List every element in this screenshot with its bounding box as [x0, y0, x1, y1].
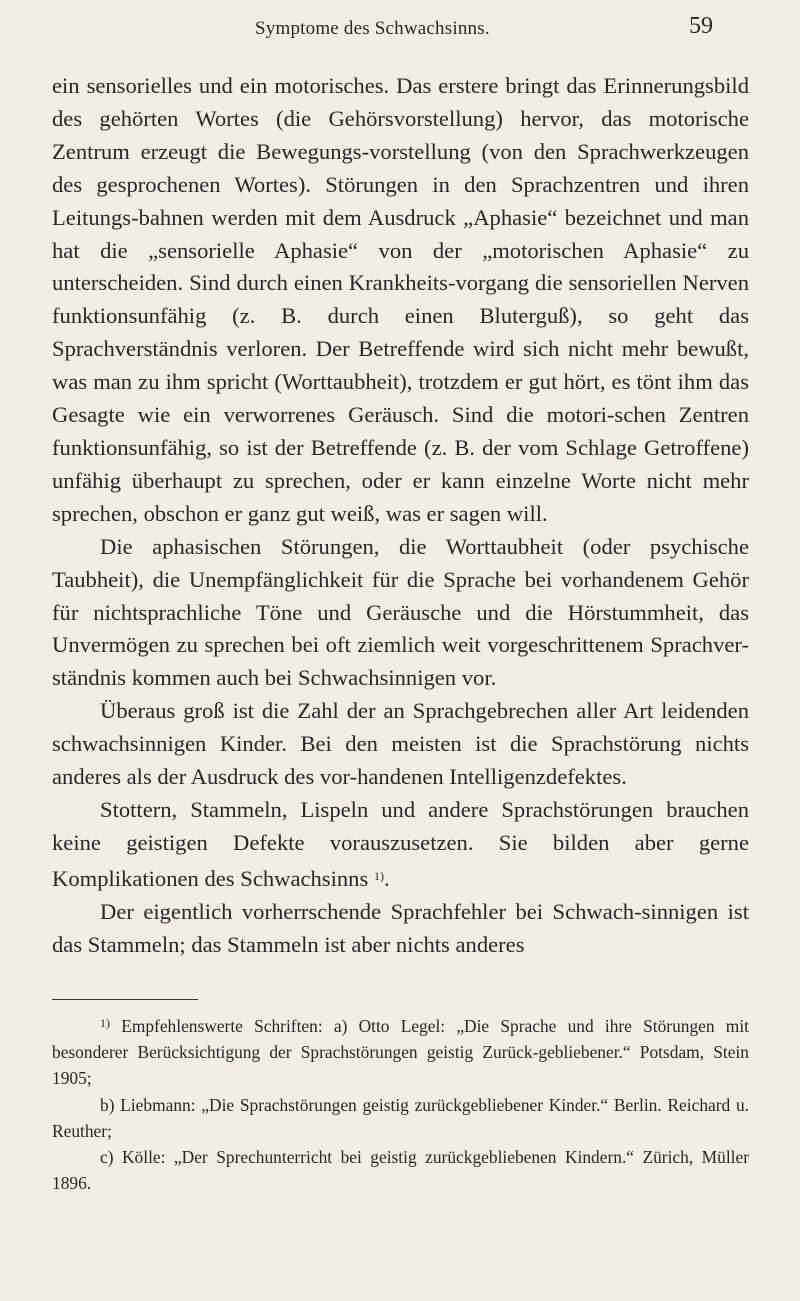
footnote-a — [52, 1010, 749, 1092]
footnote-c: c) Kölle: „Der Sprechunterricht bei geistig zurückgebliebenen Kindern.“ Zürich, Müller 1896. — [52, 1147, 749, 1194]
footnotes — [52, 1010, 749, 1196]
footnote-b: b) Liebmann: „Die Sprachstörungen geistig zurückgebliebener Kinder.“ Berlin. Reichard u. Reuther; — [52, 1094, 749, 1141]
paragraph-5: Der eigentlich vorherrschende Sprachfehler bei Schwach-sinnigen ist das Stammeln; das Stammeln ist aber nichts anderes — [52, 898, 749, 957]
footnote-reference: 1) — [373, 868, 384, 883]
footnote-divider — [52, 999, 198, 1000]
paragraph-2: Die aphasischen Störungen, die Worttaubheit (oder psychische Taubheit), die Unempfänglichkeit für die Sprache bei vorhandenem Gehör für nichtsprachliche Töne und Geräusche und die Hörstummheit, das Unvermögen zu sprechen bei oft ziemlich weit vorgeschrittenem Sprachver-ständnis kommen auch bei Schwachsinnigen vor. — [52, 533, 749, 691]
footnote-a-text: Empfehlenswerte Schriften: a) Otto Legel: „Die Sprache und ihre Störungen mit besonderer Berücksichtigung der Sprachstörungen geistig Zurück-gebliebener.“ Potsdam, Stein 1905; — [52, 1016, 749, 1089]
paragraph-1: ein sensorielles und ein motorisches. Das erstere bringt das Erinnerungsbild des gehörten Wortes (die Gehörsvorstellung) hervor, das motorische Zentrum erzeugt die Bewegungs-vorstellung (von den Sprachwerkzeugen des gesprochenen Wortes). Störungen in den Sprachzentren und ihren Leitungs-bahnen werden mit dem Ausdruck „Aphasie“ bezeichnet und man hat die „sensorielle Aphasie“ von der „motorischen Aphasie“ zu unterscheiden. Sind durch einen Krankheits-vorgang die sensoriellen Nerven funktionsunfähig (z. B. durch einen Bluterguß), so geht das Sprachverständnis verloren. Der Betreffende wird sich nicht mehr bewußt, was man zu ihm spricht (Worttaubheit), trotzdem er gut hört, es tönt ihm das Gesagte wie ein verworrenes Geräusch. Sind die motori-schen Zentren funktionsunfähig, so ist der Betreffende (z. B. der vom Schlage Getroffene) unfähig überhaupt zu sprechen, oder er kann einzelne Worte nicht mehr sprechen, obschon er ganz gut weiß, was er sagen will. — [52, 73, 749, 526]
main-text — [52, 70, 749, 961]
page-number: 59 — [689, 13, 713, 39]
paragraph-4 — [52, 794, 749, 896]
paragraph-4-end: . — [383, 865, 390, 891]
paragraph-3: Überaus groß ist die Zahl der an Sprachgebrechen aller Art leidenden schwachsinnigen Kinder. Bei den meisten ist die Sprachstörung nichts anderes als der Ausdruck des vor-handenen Intelligenzdefektes. — [52, 698, 749, 790]
paragraph-4-text: Stottern, Stammeln, Lispeln und andere Sprachstörungen brauchen keine geistigen Defekte vorauszusetzen. Sie bilden aber gerne Komplikationen des Schwachsinns — [52, 796, 749, 891]
running-title: Symptome des Schwachsinns. — [255, 18, 490, 39]
footnote-marker: 1) — [100, 1016, 110, 1030]
